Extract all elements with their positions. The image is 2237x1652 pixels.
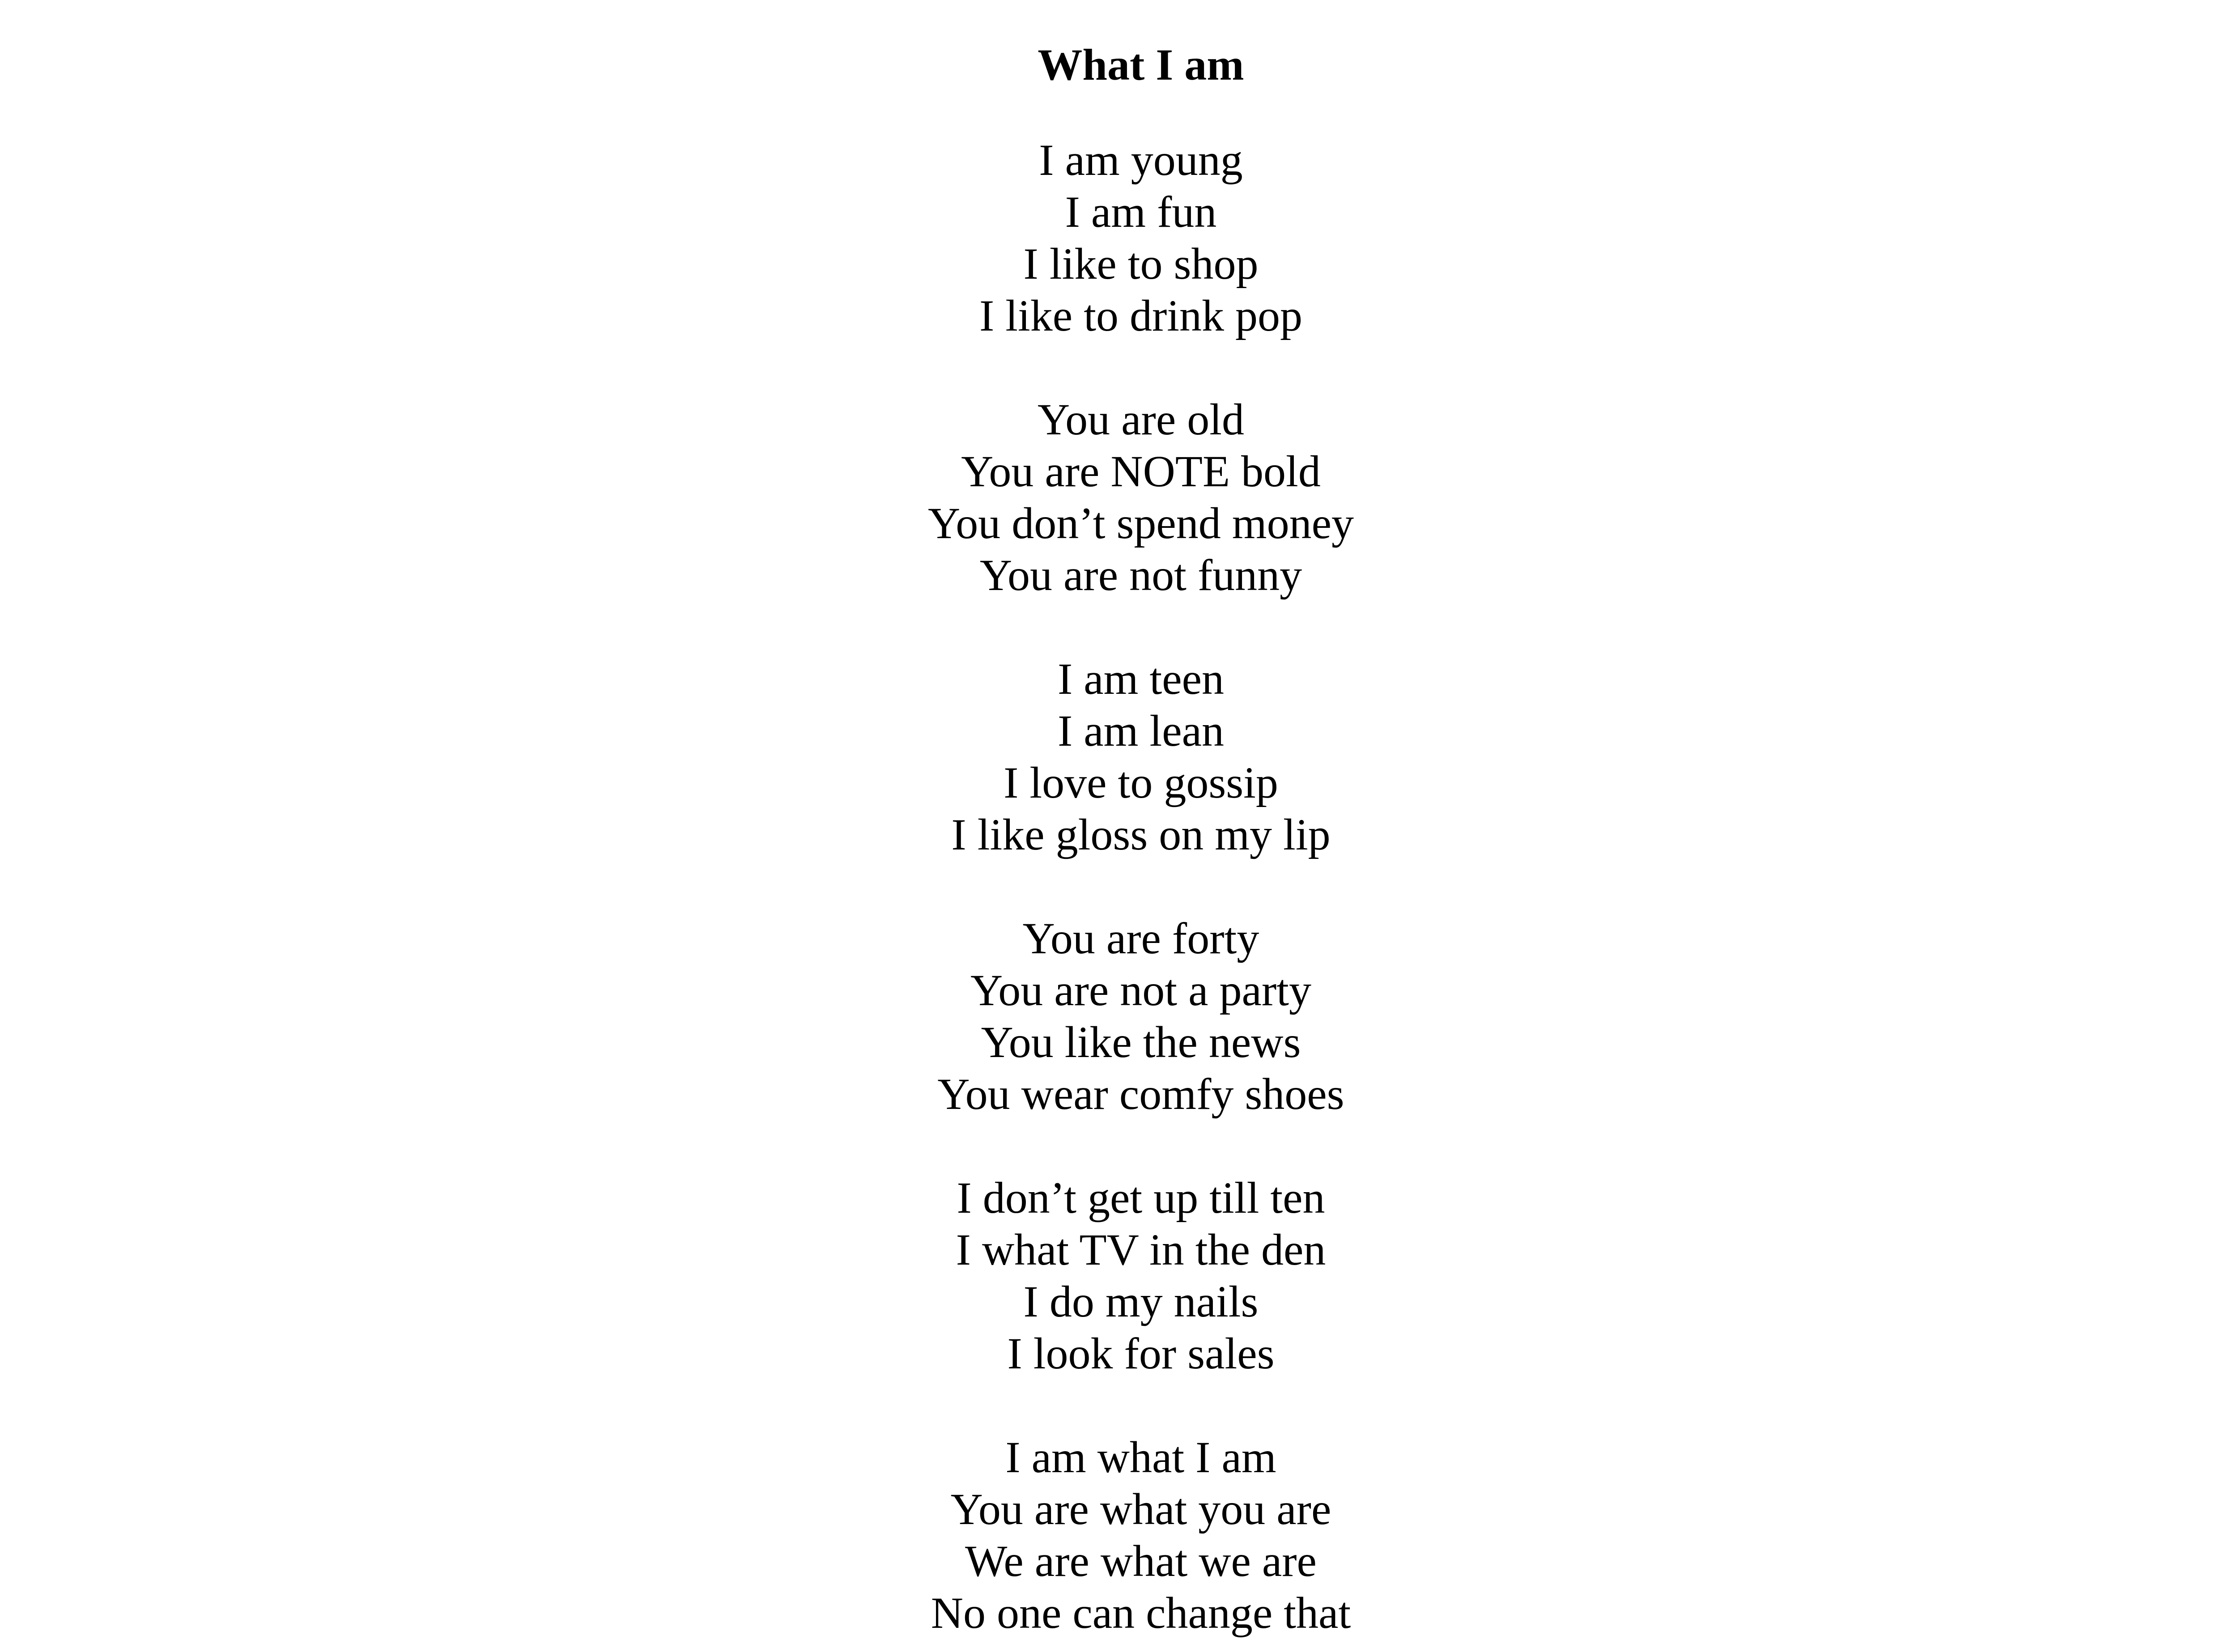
poem-line: You wear comfy shoes [937,1069,1344,1119]
poem-line: I what TV in the den [956,1225,1326,1274]
poem-line: I love to gossip [1004,758,1278,807]
poem-line: You are not funny [979,550,1302,600]
poem-line: I do my nails [1023,1277,1259,1326]
poem-line: You are what you are [950,1484,1331,1534]
stanza-3 [0,653,2237,861]
stanza-1 [0,134,2237,342]
poem-line: You don’t spend money [928,498,1354,548]
poem-title: What I am [1038,40,1244,89]
poem-line: You are not a party [970,965,1311,1015]
stanza-4 [0,913,2237,1120]
stanza-5 [0,1172,2237,1380]
poem-line: No one can change that [931,1588,1351,1638]
poem-line: I am teen [1057,654,1225,704]
poem-line: You are forty [1022,913,1259,963]
poem [0,40,2237,1639]
poem-line: We are what we are [965,1536,1317,1586]
poem-line: I don’t get up till ten [957,1173,1325,1223]
stanza-2 [0,394,2237,601]
stanza-6 [0,1431,2237,1639]
poem-line: You are NOTE bold [961,446,1321,496]
poem-line: I am what I am [1005,1432,1276,1482]
poem-line: I am fun [1065,187,1217,237]
poem-line: I look for sales [1007,1329,1275,1378]
poem-line: You like the news [981,1017,1301,1067]
poem-line: I like gloss on my lip [951,810,1331,859]
poem-line: I like to drink pop [979,291,1303,340]
poem-line: I am young [1039,135,1243,185]
poem-line: I am lean [1057,706,1225,756]
poem-line: I like to shop [1023,239,1259,289]
poem-line: You are old [1037,395,1245,444]
